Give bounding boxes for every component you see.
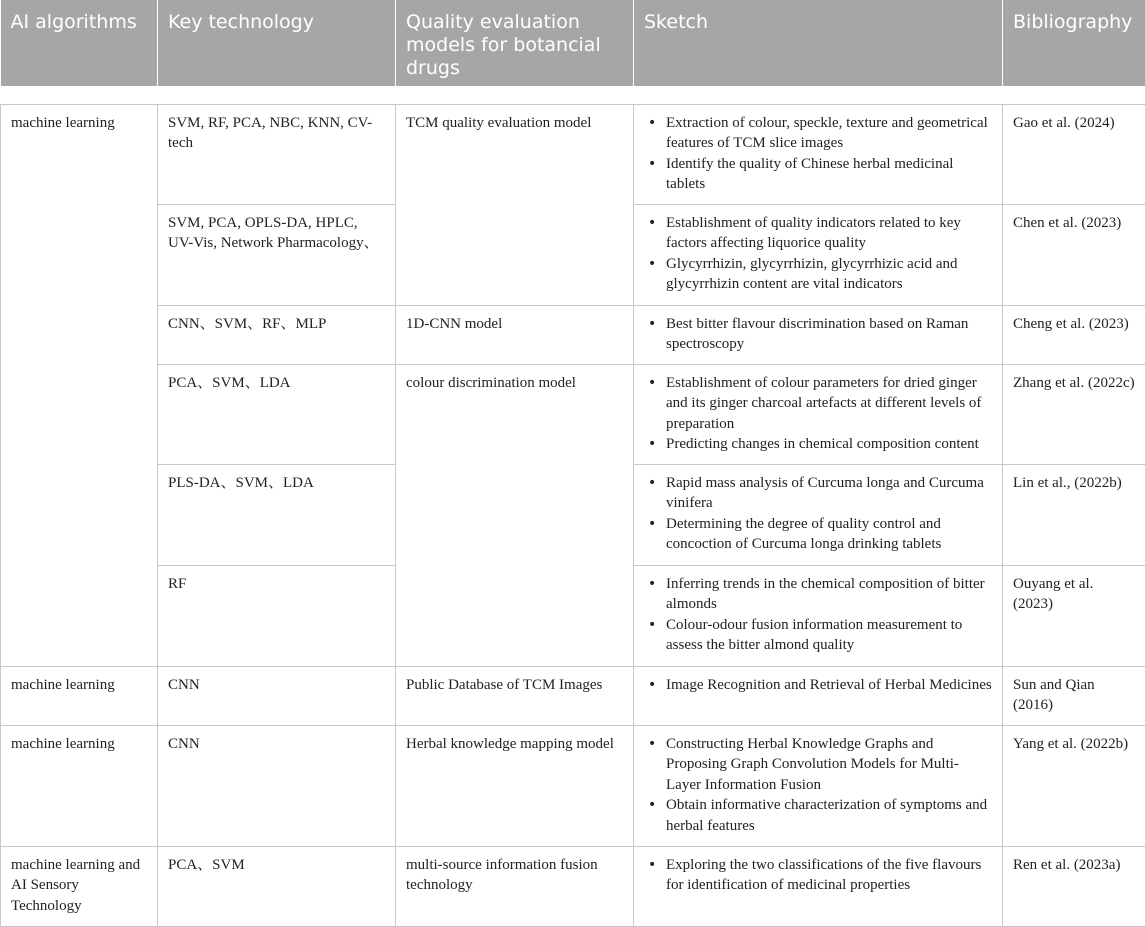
tech-cell: PCA、SVM、LDA [158,364,396,464]
sketch-cell [634,305,1003,364]
sketch-list [644,314,992,355]
header-ai-algorithms: AI algorithms [1,0,158,86]
header-spacer-row [1,86,1145,104]
tech-cell: CNN [158,666,396,725]
sketch-item: • Identify the quality of Chinese herbal medicinal tablets [666,154,992,195]
sketch-cell [634,666,1003,725]
sketch-item: • Establishment of quality indicators related to key factors affecting liquorice quality [666,213,992,254]
sketch-cell [634,846,1003,926]
table-header-row [1,0,1145,86]
table-row [1,666,1145,725]
sketch-item: • Glycyrrhizin, glycyrrhizin, glycyrrhizic acid and glycyrrhizin content are vital indicators [666,254,992,295]
tech-cell: PLS-DA、SVM、LDA [158,464,396,565]
table-row [1,305,1145,364]
table-row [1,364,1145,464]
algo-cell: machine learning [1,666,158,725]
bibliography-cell: Gao et al. (2024) [1003,104,1145,204]
tech-cell: CNN、SVM、RF、MLP [158,305,396,364]
header-bibliography: Bibliography [1003,0,1145,86]
sketch-list [644,675,992,696]
sketch-item: • Predicting changes in chemical composition content [666,434,992,455]
model-cell: Public Database of TCM Images [396,666,634,725]
sketch-list [644,113,992,195]
algo-cell: machine learning [1,104,158,666]
sketch-item: • Obtain informative characterization of symptoms and herbal features [666,795,992,836]
sketch-item: • Determining the degree of quality control and concoction of Curcuma longa drinking tablets [666,514,992,555]
model-cell: colour discrimination model [396,364,634,666]
sketch-list [644,213,992,295]
tech-cell: SVM, PCA, OPLS-DA, HPLC, UV-Vis, Network Pharmacology、 [158,204,396,305]
header-sketch: Sketch [634,0,1003,86]
sketch-item: • Best bitter flavour discrimination based on Raman spectroscopy [666,314,992,355]
sketch-cell [634,725,1003,846]
bibliography-cell: Chen et al. (2023) [1003,204,1145,305]
header-quality-evaluation-models: Quality evaluation models for botancial drugs [396,0,634,86]
sketch-list [644,473,992,555]
sketch-cell [634,364,1003,464]
bibliography-cell: Yang et al. (2022b) [1003,725,1145,846]
sketch-list [644,574,992,656]
sketch-cell [634,464,1003,565]
sketch-item: • Colour-odour fusion information measurement to assess the bitter almond quality [666,615,992,656]
sketch-item: • Image Recognition and Retrieval of Herbal Medicines [666,675,992,696]
sketch-list [644,855,992,896]
tech-cell: PCA、SVM [158,846,396,926]
sketch-cell [634,204,1003,305]
model-cell: multi-source information fusion technology [396,846,634,926]
bibliography-cell: Cheng et al. (2023) [1003,305,1145,364]
table-row [1,104,1145,204]
sketch-cell [634,565,1003,666]
bibliography-cell: Ouyang et al. (2023) [1003,565,1145,666]
tech-cell: SVM, RF, PCA, NBC, KNN, CV-tech [158,104,396,204]
tech-cell: RF [158,565,396,666]
model-cell: Herbal knowledge mapping model [396,725,634,846]
header-key-technology: Key technology [158,0,396,86]
sketch-cell [634,104,1003,204]
sketch-item: • Extraction of colour, speckle, texture and geometrical features of TCM slice images [666,113,992,154]
sketch-item: • Inferring trends in the chemical composition of bitter almonds [666,574,992,615]
algo-cell: machine learning and AI Sensory Technology [1,846,158,926]
sketch-item: • Rapid mass analysis of Curcuma longa and Curcuma vinifera [666,473,992,514]
table-row [1,725,1145,846]
sketch-item: • Exploring the two classifications of the five flavours for identification of medicinal properties [666,855,992,896]
sketch-item: • Constructing Herbal Knowledge Graphs and Proposing Graph Convolution Models for Multi-Layer Information Fusion [666,734,992,796]
model-cell: TCM quality evaluation model [396,104,634,305]
sketch-item: • Establishment of colour parameters for dried ginger and its ginger charcoal artefacts at different levels of preparation [666,373,992,435]
bibliography-cell: Lin et al., (2022b) [1003,464,1145,565]
sketch-list [644,373,992,455]
model-cell: 1D-CNN model [396,305,634,364]
tech-cell: CNN [158,725,396,846]
spacer-cell [1,86,1145,104]
bibliography-cell: Zhang et al. (2022c) [1003,364,1145,464]
bibliography-cell: Ren et al. (2023a) [1003,846,1145,926]
table-row [1,846,1145,926]
algo-cell: machine learning [1,725,158,846]
sketch-list [644,734,992,837]
bibliography-cell: Sun and Qian (2016) [1003,666,1145,725]
